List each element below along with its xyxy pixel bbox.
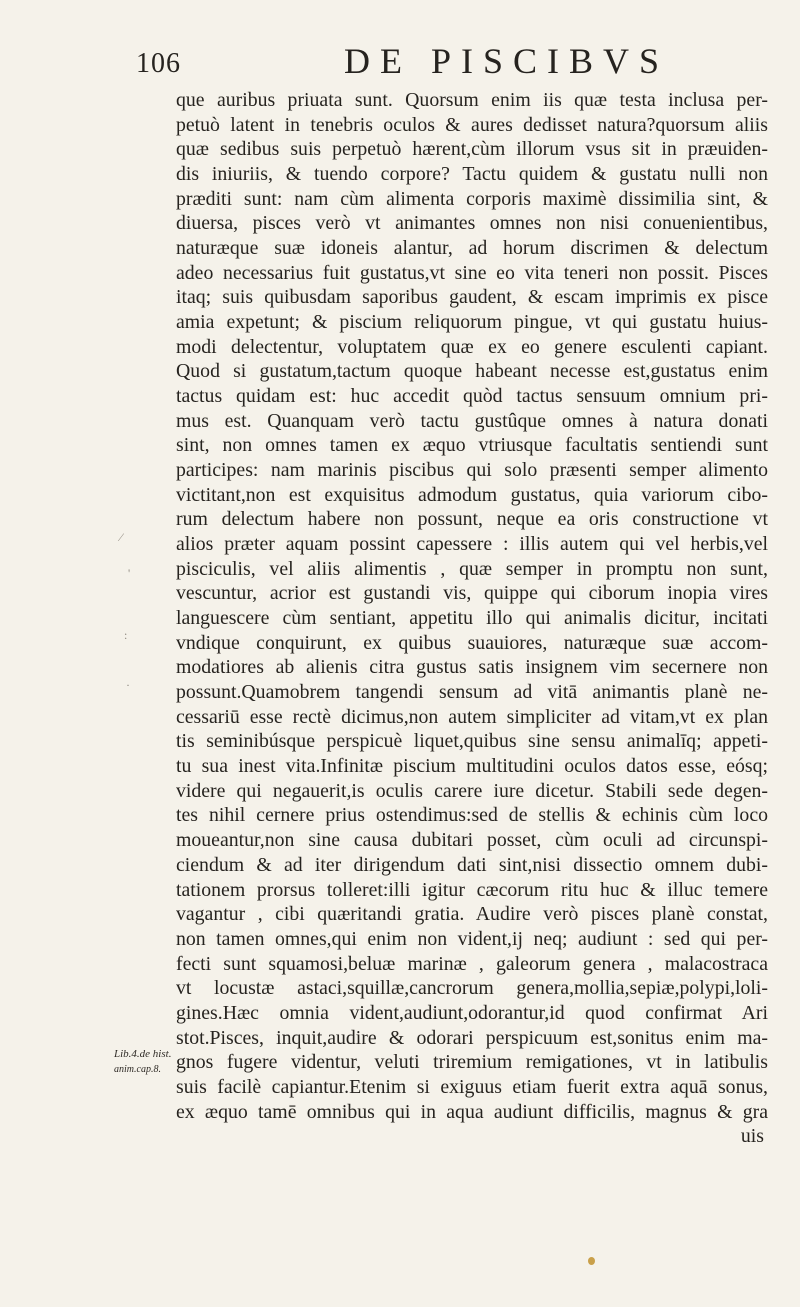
page-number: 106 [136,48,181,79]
margin-reference-line: Lib.4.de hist. [114,1048,172,1060]
margin-pencil-mark: ⁄ [120,530,123,544]
margin-reference [114,1046,171,1078]
text-line: stot.Pisces, inquit,audire & odorari perspicuum est,sonitus enim ma- [176,1026,768,1049]
text-line: itaq; suis quibusdam saporibus gaudent, & escam imprimis ex pisce [176,286,768,309]
text-line: tu sua inest vita.Infinitæ piscium multitudini oculos datos esse, eósq; [176,755,768,778]
text-line: vt locustæ astaci,squillæ,cancrorum genera,mollia,sepiæ,polypi,loli- [176,977,768,1000]
text-line: diuersa, pisces verò vt animantes omnes non nisi conuenientibus, [176,212,768,235]
text-line: vagantur , cibi quæritandi gratia. Audire verò pisces planè constat, [176,903,768,926]
text-line: amia expetunt; & piscium reliquorum pingue, vt qui gustatu huius- [176,311,768,334]
text-line: dis iniuriis, & tuendo corpore? Tactu quidem & gustatu nulli non [176,163,768,186]
text-line: victitant,non est exquisitus admodum gustatus, quia variorum cibo- [176,483,768,506]
text-line: sint, non omnes tamen ex æquo vtriusque facultatis sentiendi sunt [176,434,768,457]
margin-pencil-mark: : [124,628,128,642]
text-line: vndique conquirunt, ex quibus suauiores, naturæque suæ accom- [176,631,768,654]
text-line: ciendum & ad iter dirigendum dati sint,nisi dissectio omnem dubi- [176,853,768,876]
text-line: modi delectentur, voluptatem quæ ex eo genere esculenti capiant. [176,335,768,358]
running-title: DE PISCIBVS [344,41,670,81]
text-line: fecti sunt squamosi,beluæ marinæ , galeorum genera , malacostraca [176,952,768,975]
text-line: Quod si gustatum,tactum quoque habeant necesse est,gustatus enim [176,360,768,383]
text-line: adeo necessarius fuit gustatus,vt sine eo vita teneri non possit. Pisces [176,261,768,284]
text-line: quæ sedibus suis perpetuò hærent,cùm illorum vsus sit in præuiden- [176,138,768,161]
text-line: moueantur,non sine causa dubitari posset, cùm oculi ad circunspi- [176,829,768,852]
text-line: cessariū esse rectè dicimus,non autem simpliciter ad vitam,vt ex plan [176,705,768,728]
margin-pencil-mark: ' [128,566,131,580]
text-line: tationem prorsus tolleret:illi igitur cæcorum ritu huc & illuc temere [176,878,768,901]
text-line: vescuntur, acrior est gustandi vis, quippe qui ciborum inopia vires [176,582,768,605]
text-line: naturæque suæ idoneis alantur, ad horum discrimen & delectum [176,237,768,260]
catchword: uis [740,1125,764,1148]
text-line: ex æquo tamē omnibus qui in aqua audiunt difficilis, magnus & gra [176,1100,768,1123]
text-line: languescere cùm sentiant, appetitu illo qui animalis dicitur, incitati [176,607,768,630]
text-line: que auribus priuata sunt. Quorsum enim iis quæ testa inclusa per- [176,89,768,111]
running-head [136,40,756,86]
text-line: modatiores ab alienis citra gustus satis insignem vim secernere non [176,656,768,679]
body-text [176,88,768,1149]
text-line: præditi sunt: nam cùm alimenta corporis maximè dissimilia sint, & [176,187,768,210]
text-line: possunt.Quamobrem tangendi sensum ad vitā animantis planè ne- [176,681,768,704]
text-line: mus est. Quanquam verò tactu gustûque omnes à natura donati [176,409,768,432]
text-line: gnos fugere videntur, veluti triremium remigationes, vt in latibulis [176,1051,768,1074]
text-line: gines.Hæc omnia vident,audiunt,odorantur,id quod confirmat Ari [176,1001,768,1024]
text-line: rum delectum habere non possunt, neque ea oris constructione vt [176,508,768,531]
text-line: participes: nam marinis piscibus qui solo præsenti semper alimento [176,459,768,482]
margin-pencil-mark: · [126,678,130,692]
text-line: non tamen omnes,qui enim non vident,ij neq; audiunt : sed qui per- [176,927,768,950]
text-line: suis facilè capiantur.Etenim si exiguus etiam fuerit extra aquā sonus, [176,1075,768,1098]
text-line: videre qui negauerit,is oculis carere iure dicetur. Stabili sede degen- [176,779,768,802]
text-line: alios præter aquam possint capessere : illis autem qui vel herbis,vel [176,533,768,556]
ink-stain [588,1257,595,1265]
text-line: tis seminibúsque perspicuè liquet,quibus sine sensu animalīq; appeti- [176,730,768,753]
text-line: tactus quidam est: huc accedit quòd tactus sensuum omnium pri- [176,385,768,408]
text-line: petuò latent in tenebris oculos & aures dedisset natura?quorsum aliis [176,113,768,136]
margin-reference-line: anim.cap.8. [114,1064,161,1075]
text-line: tes nihil cernere prius ostendimus:sed de stellis & echinis cùm loco [176,804,768,827]
text-line: pisciculis, vel aliis alimentis , quæ semper in promptu non sunt, [176,557,768,580]
